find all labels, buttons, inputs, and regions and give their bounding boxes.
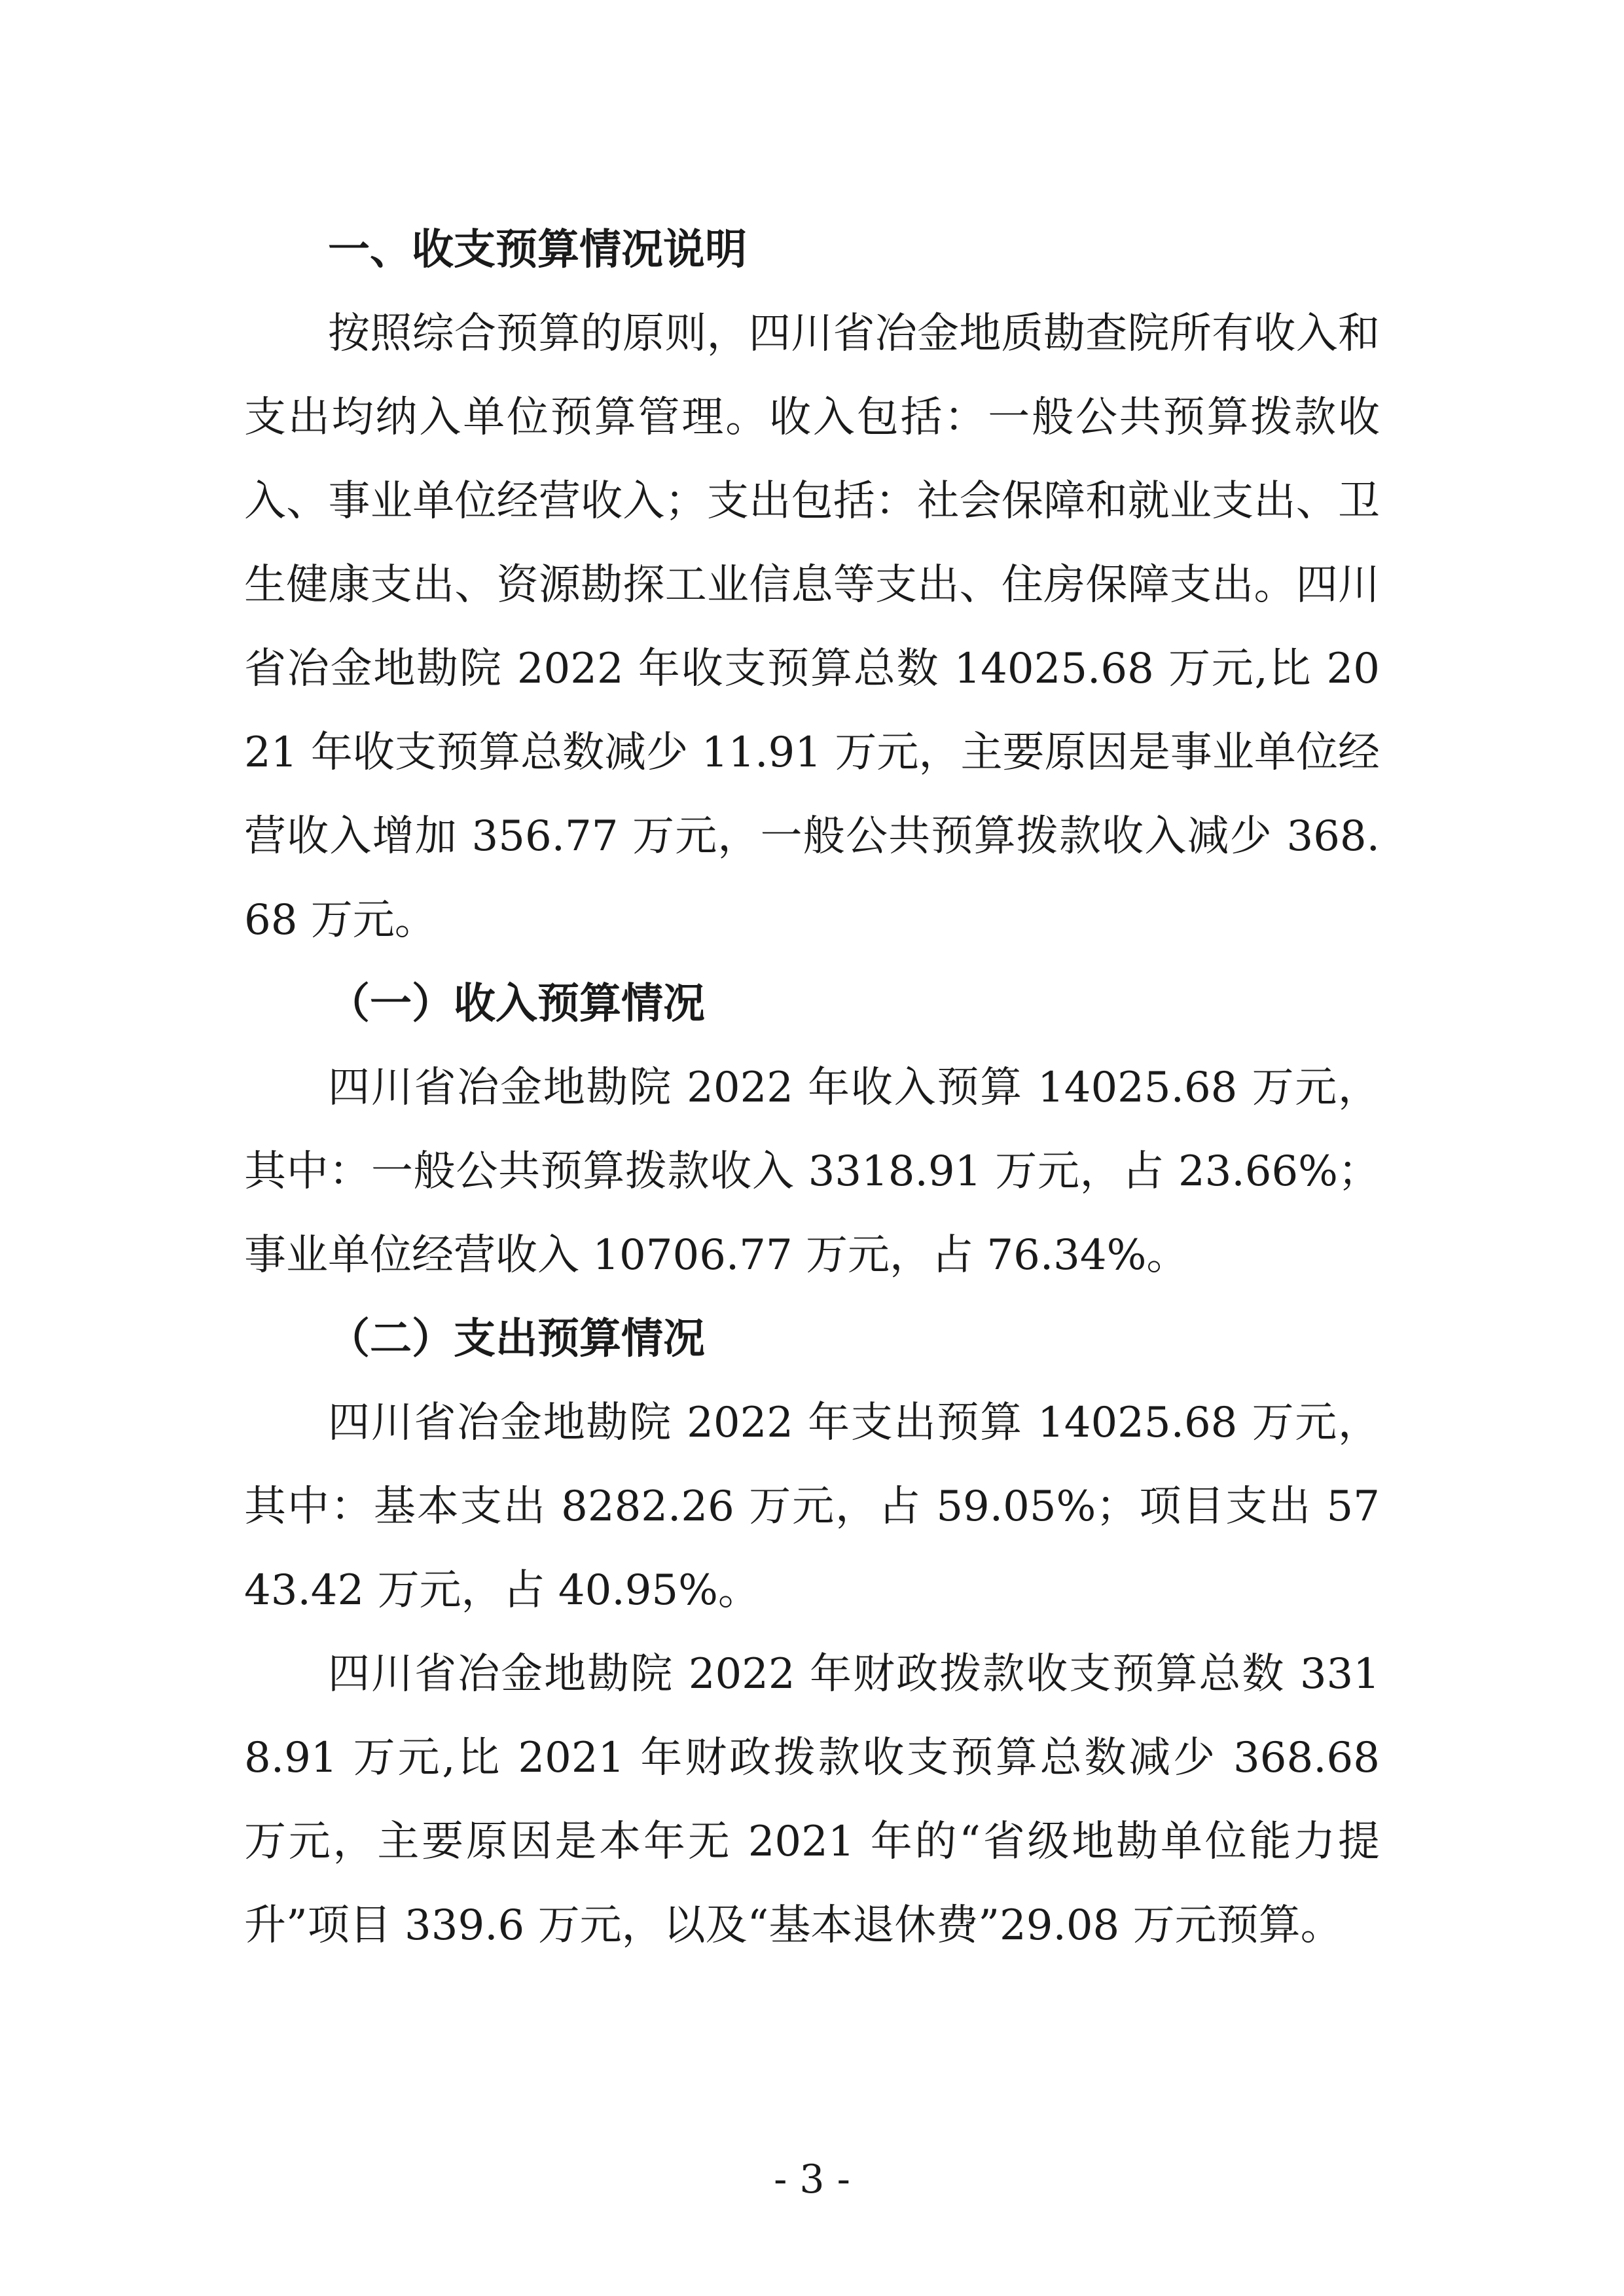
- page-number: - 3 -: [774, 2157, 850, 2202]
- overview-paragraph: 按照综合预算的原则，四川省冶金地质勘查院所有收入和支出均纳入单位预算管理。收入包括：一般公共预算拨款收入、事业单位经营收入；支出包括：社会保障和就业支出、卫生健康支出、资源勘探工业信息等支出、住房保障支出。四川省冶金地勘院 2022 年收支预算总数 14025.68 万元,比 2021 年收支预算总数减少 11.91 万元，主要原因是事业单位经营收入增加 356.77 万元，一般公共预算拨款收入减少 368.68 万元。: [244, 310, 1380, 944]
- fiscal-allocation-paragraph: 四川省冶金地勘院 2022 年财政拨款收支预算总数 3318.91 万元,比 2021 年财政拨款收支预算总数减少 368.68 万元，主要原因是本年无 2021 年的“省级地勘单位能力提升”项目 339.6 万元，以及“基本退休费”29.08 万元预算。: [244, 1650, 1380, 1950]
- income-paragraph: 四川省冶金地勘院 2022 年收入预算 14025.68 万元，其中：一般公共预算拨款收入 3318.91 万元，占 23.66%；事业单位经营收入 10706.77 万元，占 76.34%。: [244, 1064, 1380, 1280]
- income-heading: （一）收入预算情况: [328, 979, 705, 1028]
- expense-heading: （二）支出预算情况: [328, 1314, 705, 1363]
- page-content: [244, 208, 1380, 1967]
- section-heading: 一、收支预算情况说明: [328, 226, 747, 274]
- expense-paragraph: 四川省冶金地勘院 2022 年支出预算 14025.68 万元，其中：基本支出 8282.26 万元，占 59.05%；项目支出 5743.42 万元，占 40.95%。: [244, 1399, 1380, 1615]
